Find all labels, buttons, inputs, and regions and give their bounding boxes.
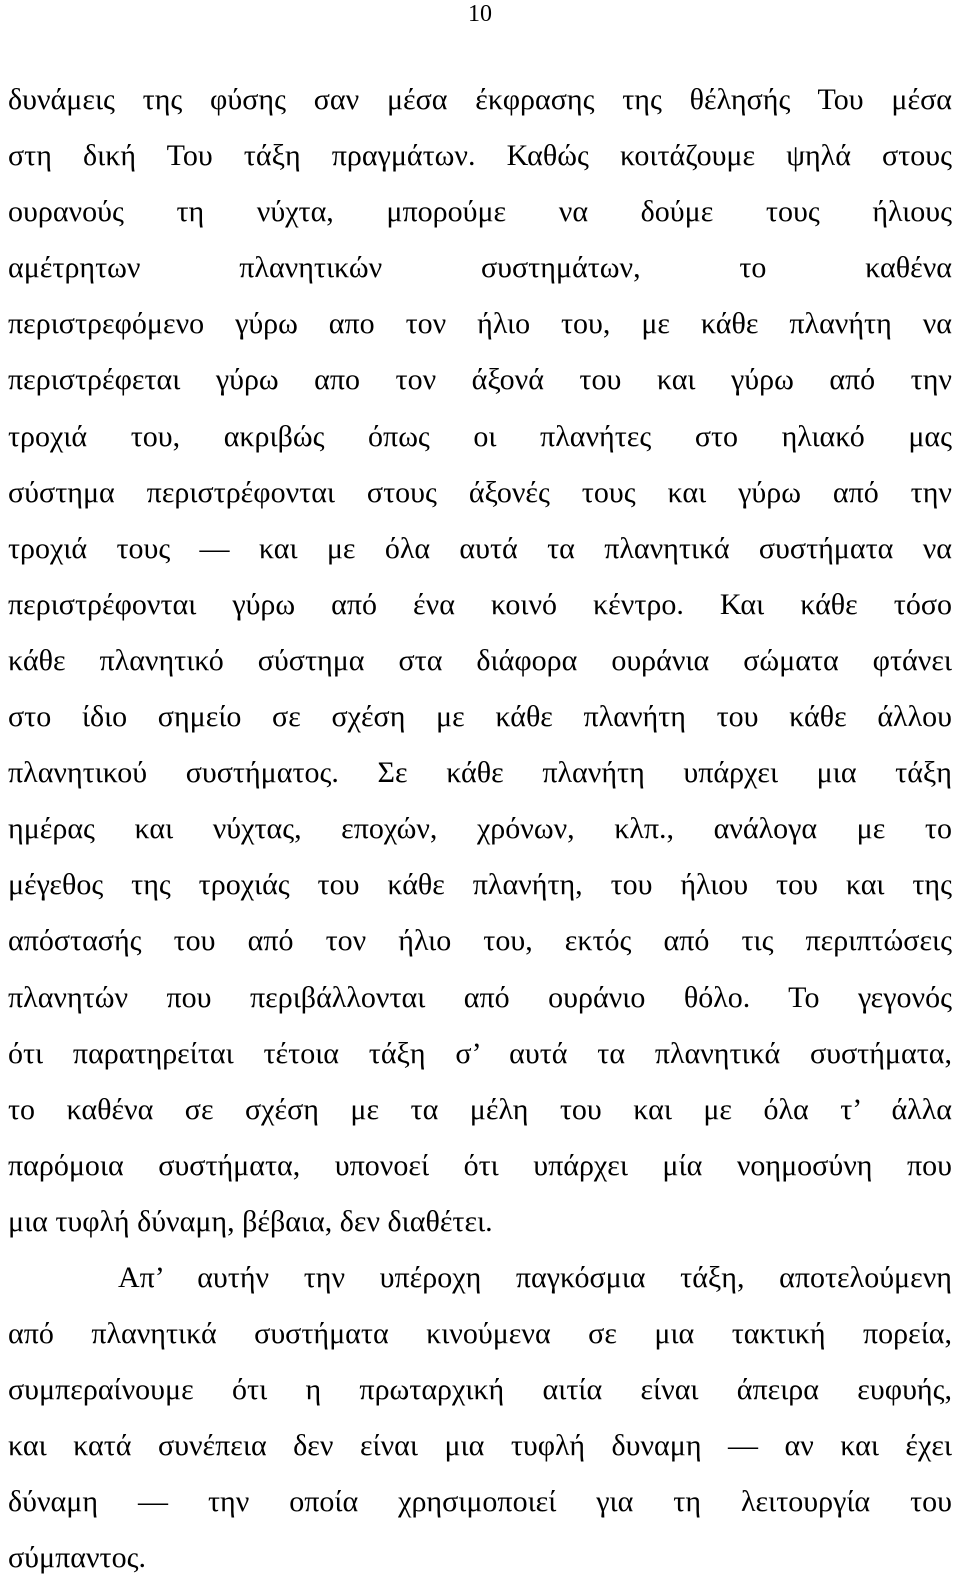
text-line: το καθένα σε σχέση με τα μέλη του και με όλα τ’ άλλα (8, 1092, 952, 1126)
text-line: σύμπαντος. (8, 1541, 146, 1575)
paragraph-1 (8, 72, 952, 1250)
text-line: δυνάμεις της φύσης σαν μέσα έκφρασης της θέλησής Του μέσα (8, 83, 952, 116)
text-line: περιστρέφονται γύρω από ένα κοινό κέντρο. Και κάθε τόσο (8, 587, 952, 621)
text-line: ουρανούς τη νύχτα, μπορούμε να δούμε τους ήλιους (8, 195, 952, 229)
text-line: απόστασής του από τον ήλιο του, εκτός από τις περιπτώσεις (8, 924, 952, 958)
text-line: στο ίδιο σημείο σε σχέση με κάθε πλανήτη του κάθε άλλου (8, 700, 952, 734)
text-line: τροχιά τους — και με όλα αυτά τα πλανητικά συστήματα να (8, 531, 952, 565)
text-line: συμπεραίνουμε ότι η πρωταρχική αιτία είναι άπειρα ευφυής, (8, 1373, 952, 1407)
text-line: μέγεθος της τροχιάς του κάθε πλανήτη, του ήλιου του και της (8, 868, 952, 902)
text-line: μια τυφλή δύναμη, βέβαια, δεν διαθέτει. (8, 1204, 493, 1238)
document-body (8, 72, 952, 1587)
text-line: ημέρας και νύχτας, εποχών, χρόνων, κλπ., ανάλογα με το (8, 812, 952, 846)
text-line: τροχιά του, ακριβώς όπως οι πλανήτες στο ηλιακό μας (8, 419, 952, 453)
paragraph-2 (8, 1250, 952, 1587)
text-line: σύστημα περιστρέφονται στους άξονές τους και γύρω από την (8, 475, 952, 509)
text-line: και κατά συνέπεια δεν είναι μια τυφλή δυναμη — αν και έχει (8, 1429, 952, 1463)
text-line: παρόμοια συστήματα, υπονοεί ότι υπάρχει μία νοημοσύνη που (8, 1148, 952, 1182)
text-line: περιστρέφεται γύρω απο τον άξονά του και γύρω από την (8, 363, 952, 397)
text-line: πλανητικού συστήματος. Σε κάθε πλανήτη υπάρχει μια τάξη (8, 756, 952, 790)
text-line: κάθε πλανητικό σύστημα στα διάφορα ουράνια σώματα φτάνει (8, 643, 952, 677)
text-line: από πλανητικά συστήματα κινούμενα σε μια τακτική πορεία, (8, 1317, 952, 1351)
text-line: περιστρεφόμενο γύρω απο τον ήλιο του, με κάθε πλανήτη να (8, 307, 952, 341)
text-line: Απ’ αυτήν την υπέροχη παγκόσμια τάξη, αποτελούμενη (118, 1260, 952, 1294)
page-number: 10 (468, 1, 492, 27)
text-line: αμέτρητων πλανητικών συστημάτων, το καθένα (8, 251, 952, 285)
text-line: δύναμη — την οποία χρησιμοποιεί για τη λειτουργία του (8, 1485, 952, 1519)
text-line: στη δική Του τάξη πραγμάτων. Καθώς κοιτάζουμε ψηλά στους (8, 139, 952, 173)
text-line: ότι παρατηρείται τέτοια τάξη σ’ αυτά τα πλανητικά συστήματα, (8, 1036, 952, 1070)
text-line: πλανητών που περιβάλλονται από ουράνιο θόλο. Το γεγονός (8, 980, 952, 1014)
